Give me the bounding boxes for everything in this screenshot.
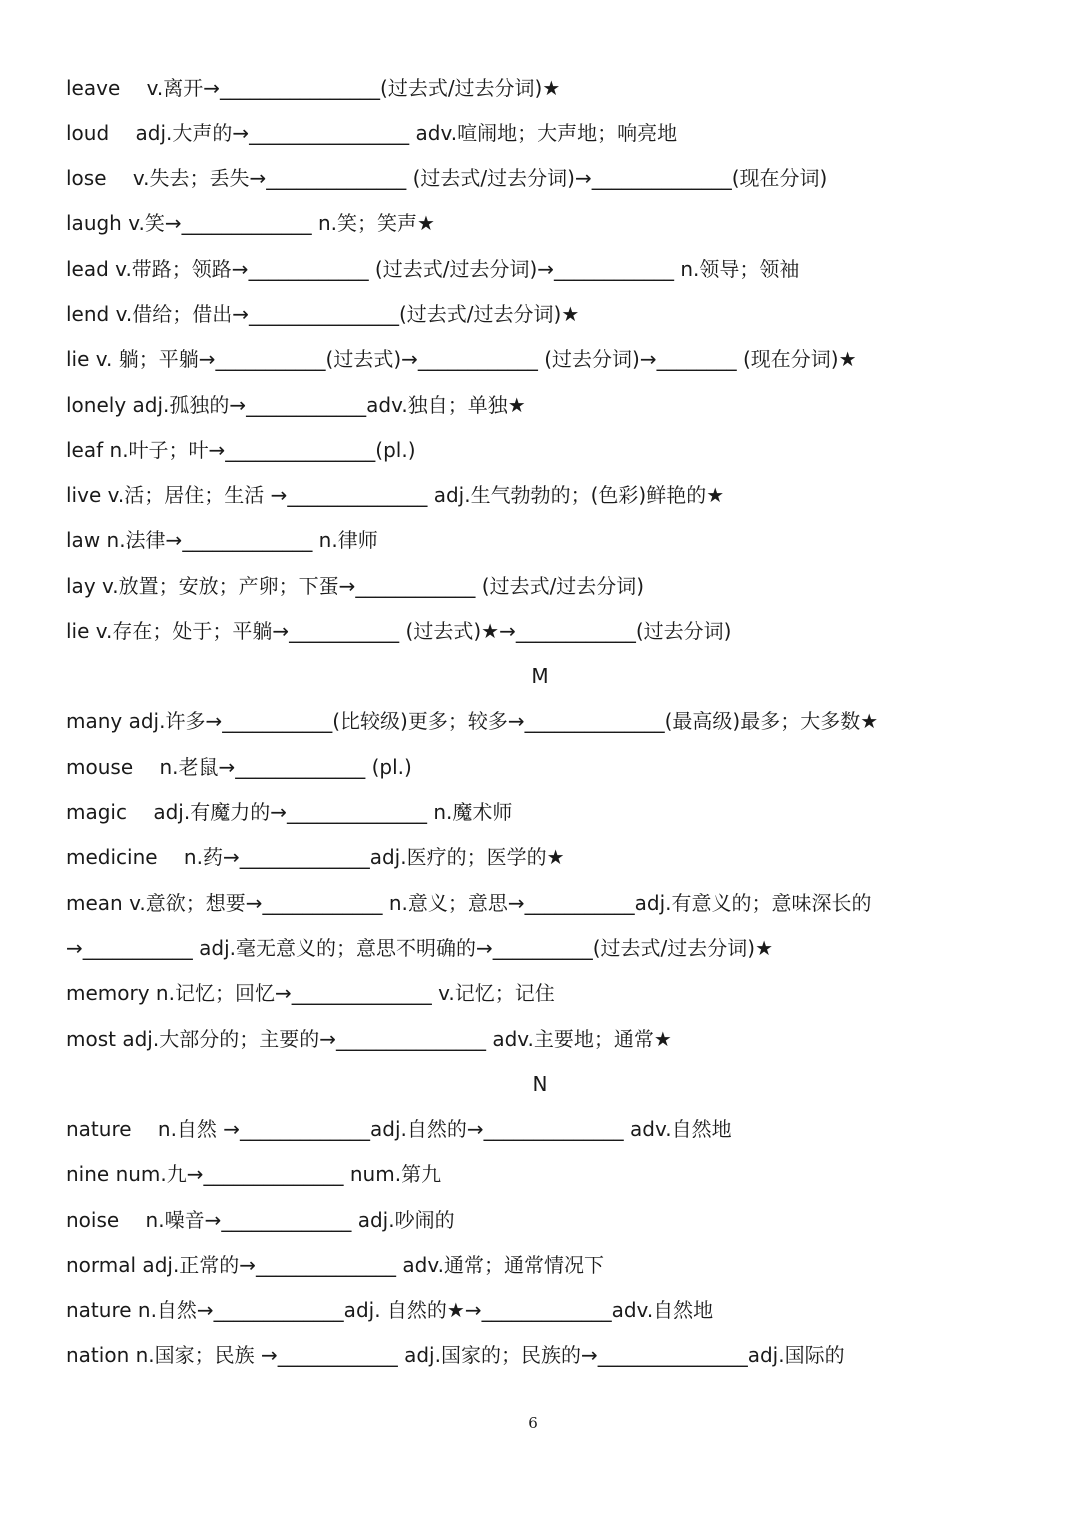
entry-leave: leave v.离开→________________(过去式/过去分词)★ [66, 76, 561, 100]
entry-nature: nature n.自然 →_____________adj.自然的→______________ adv.自然地 [66, 1117, 732, 1141]
entry-noise: noise n.噪音→_____________ adj.吵闹的 [66, 1208, 455, 1232]
entry-nation: nation n.国家；民族 →____________ adj.国家的；民族的→_______________adj.国际的 [66, 1343, 845, 1367]
entry-live: live v.活；居住；生活 →______________ adj.生气勃勃的；(色彩)鲜艳的★ [66, 483, 725, 507]
entry-medicine: medicine n.药→_____________adj.医疗的；医学的★ [66, 845, 565, 869]
entry-memory: memory n.记忆；回忆→______________ v.记忆；记住 [66, 981, 555, 1005]
entry-loud: loud adj.大声的→________________ adv.喧闹地；大声地；响亮地 [66, 121, 678, 145]
entry-mean: mean v.意欲；想要→____________ n.意义；意思→___________adj.有意义的；意味深长的 [66, 891, 872, 915]
entry-leaf: leaf n.叶子；叶→_______________(pl.) [66, 438, 416, 462]
entry-normal: normal adj.正常的→______________ adv.通常；通常情况下 [66, 1253, 605, 1277]
page-number: 6 [528, 1414, 538, 1432]
entry-nine: nine num.九→______________ num.第九 [66, 1162, 442, 1186]
entry-lie-recline: lie v. 躺；平躺→___________(过去式)→____________ (过去分词)→________ (现在分词)★ [66, 347, 857, 371]
entry-mean-continued: →___________ adj.毫无意义的；意思不明确的→__________(过去式/过去分词)★ [66, 936, 774, 960]
entry-magic: magic adj.有魔力的→______________ n.魔术师 [66, 800, 513, 824]
entry-many: many adj.许多→___________(比较级)更多；较多→______________(最高级)最多；大多数★ [66, 709, 879, 733]
entry-lay: lay v.放置；安放；产卵；下蛋→____________ (过去式/过去分词) [66, 574, 645, 598]
section-heading-n: N [532, 1072, 548, 1096]
entry-law: law n.法律→_____________ n.律师 [66, 528, 378, 552]
entry-lonely: lonely adj.孤独的→____________adv.独自；单独★ [66, 393, 526, 417]
entry-mouse: mouse n.老鼠→_____________ (pl.) [66, 755, 412, 779]
section-heading-m: M [531, 664, 549, 688]
entry-lie-exist: lie v.存在；处于；平躺→___________ (过去式)★→____________(过去分词) [66, 619, 732, 643]
entry-lead: lead v.带路；领路→____________ (过去式/过去分词)→____________ n.领导；领袖 [66, 257, 800, 281]
entry-nature-2: nature n.自然→_____________adj. 自然的★→_____________adv.自然地 [66, 1298, 714, 1322]
entry-lose: lose v.失去；丢失→______________ (过去式/过去分词)→______________(现在分词) [66, 166, 828, 190]
entry-lend: lend v.借给；借出→_______________(过去式/过去分词)★ [66, 302, 580, 326]
entry-most: most adj.大部分的；主要的→_______________ adv.主要地；通常★ [66, 1027, 672, 1051]
entry-laugh: laugh v.笑→_____________ n.笑；笑声★ [66, 211, 435, 235]
